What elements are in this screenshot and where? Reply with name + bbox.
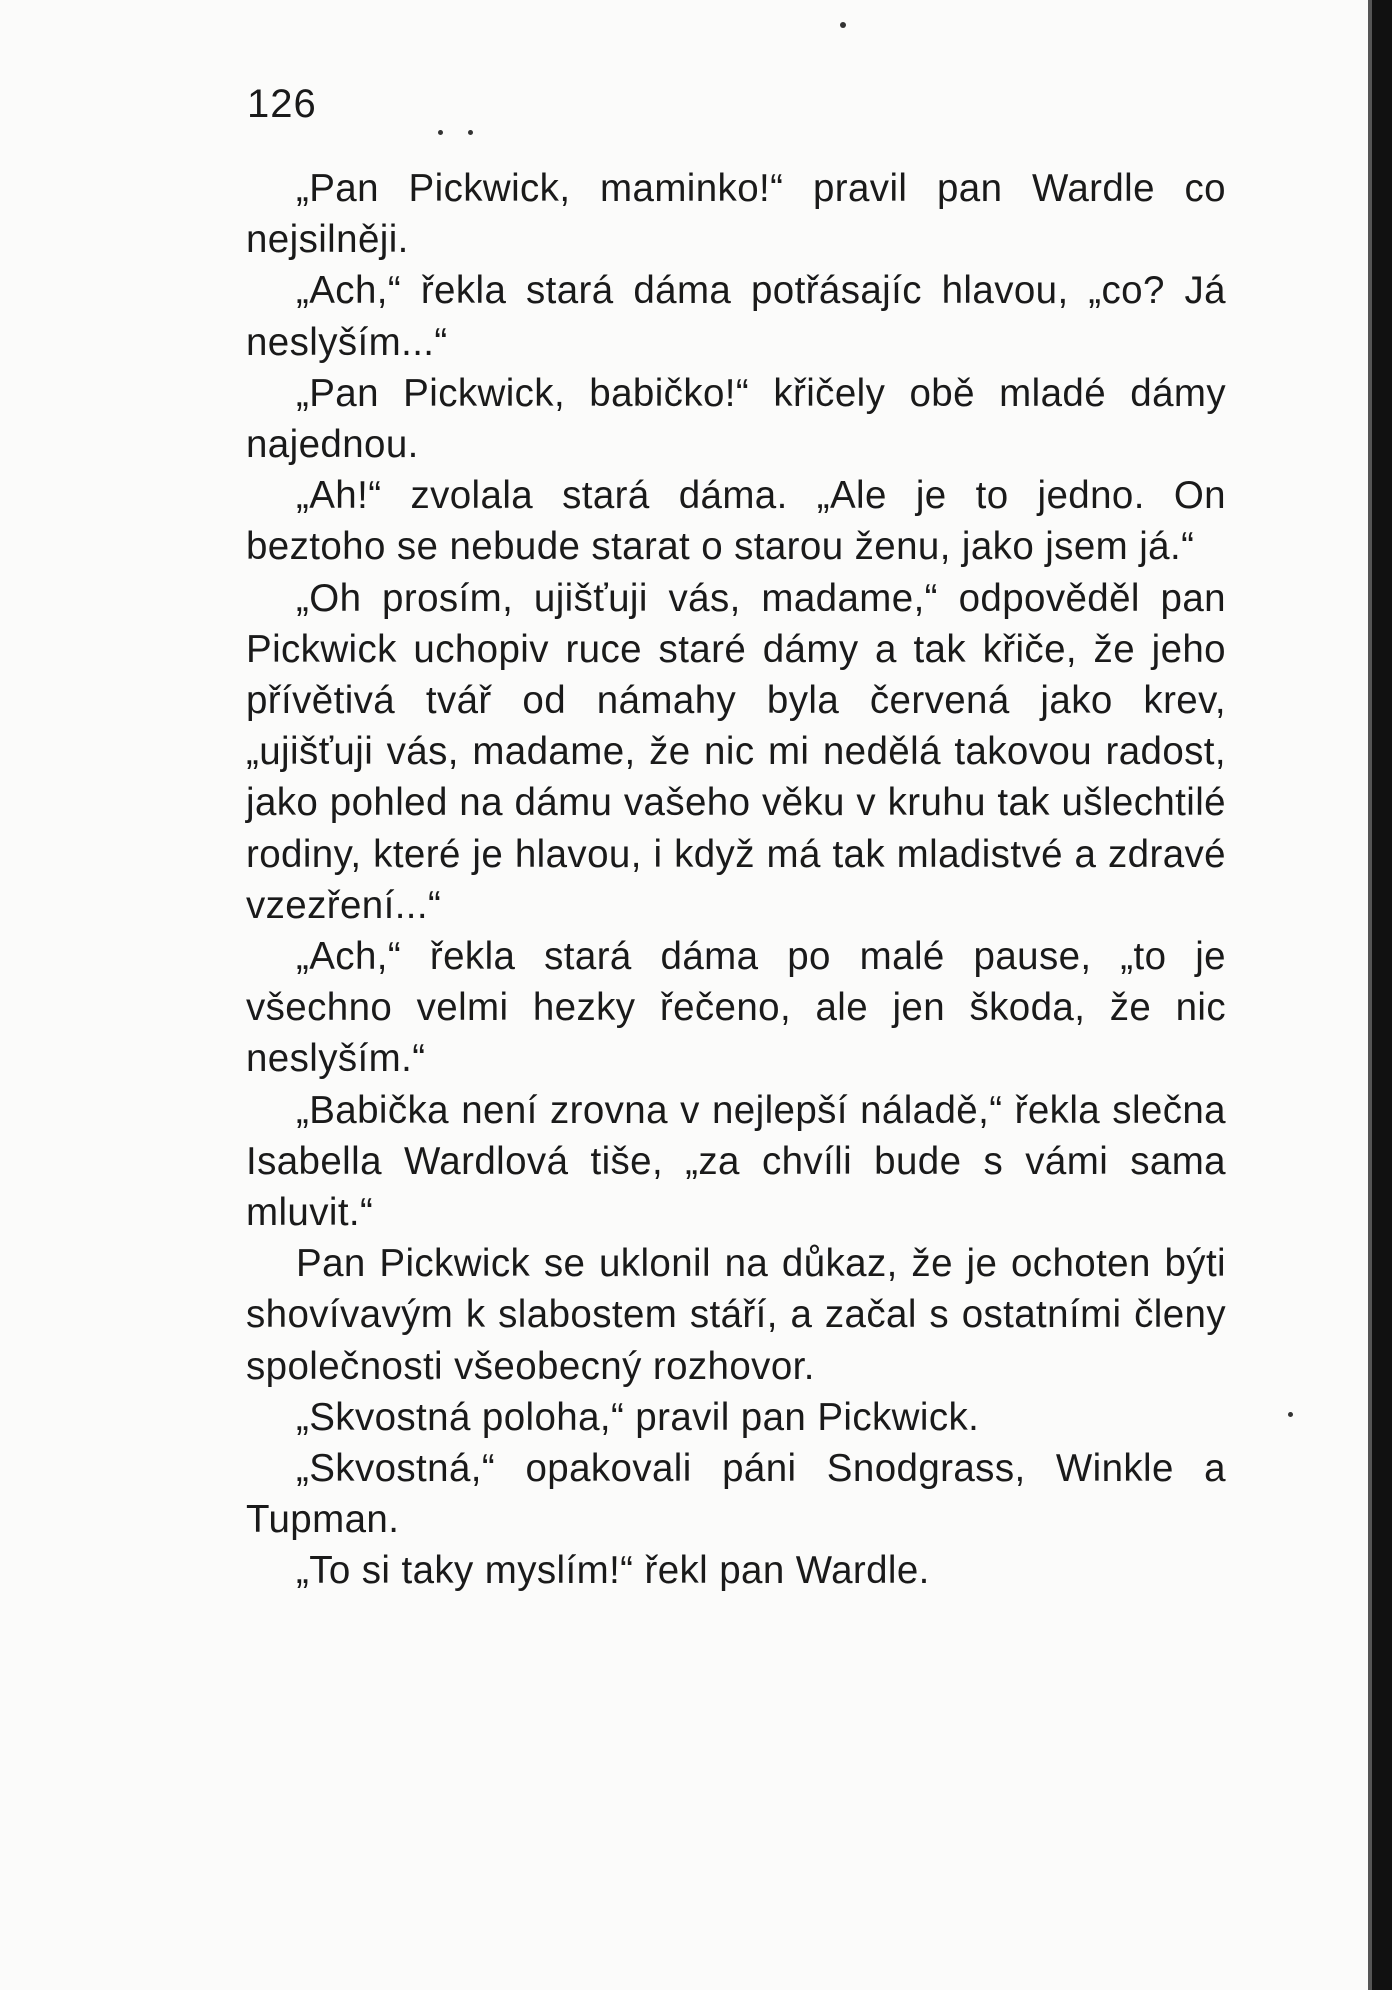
- print-speck: [840, 22, 846, 28]
- paragraph: „Skvostná poloha,“ pravil pan Pickwick.: [296, 1395, 980, 1439]
- paragraph: „Ach,“ řekla stará dáma po malé pause, „to je všechno velmi hezky řečeno, ale jen škoda, že nic neslyším.“: [246, 935, 1226, 1081]
- page-number: 126: [247, 82, 317, 126]
- print-speck: [1288, 1412, 1293, 1417]
- paragraph: „To si taky myslím!“ řekl pan Wardle.: [296, 1549, 930, 1593]
- page-edge-highlight: [1368, 0, 1372, 1990]
- paragraph: „Ah!“ zvolala stará dáma. „Ale je to jedno. On beztoho se nebude starat o starou ženu, jako jsem já.“: [246, 474, 1226, 569]
- body-text: [246, 163, 1226, 1597]
- print-speck: [468, 130, 473, 135]
- paragraph: „Ach,“ řekla stará dáma potřásajíc hlavou, „co? Já neslyším...“: [246, 269, 1226, 364]
- paragraph: „Skvostná,“ opakovali páni Snodgrass, Winkle a Tupman.: [246, 1447, 1226, 1542]
- print-speck: [438, 130, 443, 135]
- paragraph: „Oh prosím, ujišťuji vás, madame,“ odpověděl pan Pickwick uchopiv ruce staré dámy a tak křiče, že jeho přívětivá tvář od námahy byla červená jako krev, „ujišťuji vás, madame, že nic mi nedělá takovou radost, jako pohled na dámu vašeho věku v kruhu tak ušlechtilé rodiny, které je hlavou, i když má tak mladistvé a zdravé vzezření...“: [246, 576, 1226, 927]
- paragraph: Pan Pickwick se uklonil na důkaz, že je ochoten býti shovívavým k slabostem stáří, a začal s ostatními členy společnosti všeobecný rozhovor.: [246, 1242, 1226, 1388]
- paragraph: „Pan Pickwick, babičko!“ křičely obě mladé dámy najednou.: [246, 371, 1226, 467]
- page-edge-shadow: [1368, 0, 1392, 1990]
- paragraph: „Babička není zrovna v nejlepší náladě,“ řekla slečna Isabella Wardlová tiše, „za chvíli bude s vámi sama mluvit.“: [246, 1088, 1226, 1235]
- paragraph: „Pan Pickwick, maminko!“ pravil pan Wardle co nejsilněji.: [246, 167, 1226, 262]
